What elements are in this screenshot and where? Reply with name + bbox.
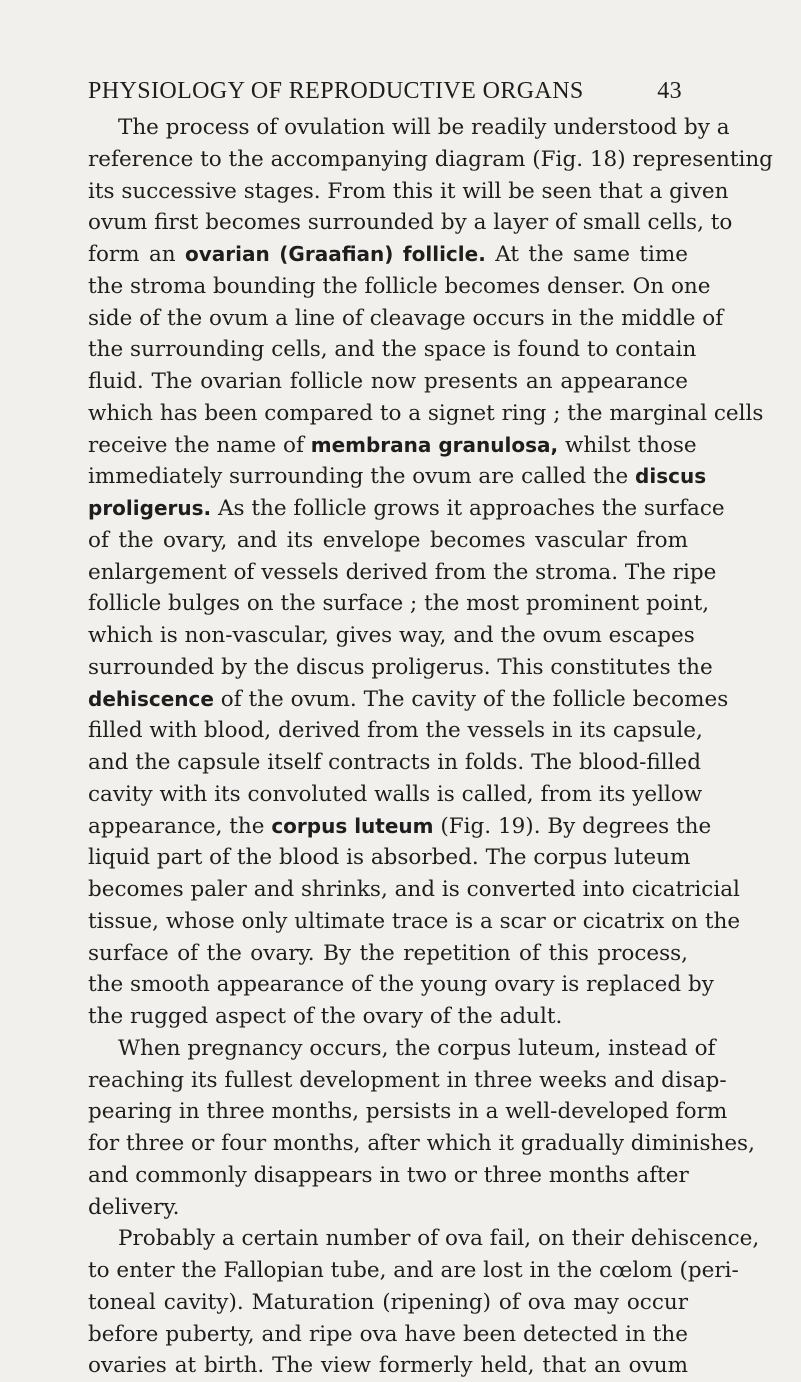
text-line — [88, 461, 707, 493]
text-line — [88, 652, 713, 684]
text-line — [88, 398, 764, 430]
text-line — [88, 525, 688, 557]
text-segment: for three or four months, after which it gradually diminishes, — [88, 1131, 755, 1156]
text-line — [88, 176, 729, 208]
text-line — [88, 969, 714, 1001]
running-head-title: PHYSIOLOGY OF REPRODUCTIVE ORGANS — [88, 78, 584, 104]
text-segment: its successive stages. From this it will be seen that a given — [88, 178, 729, 204]
text-line — [88, 779, 703, 811]
text-segment: surface of the ovary. By the repetition of this process, — [88, 940, 688, 966]
text-line — [88, 1160, 688, 1192]
text-line — [88, 239, 688, 271]
text-segment: and commonly disappears in two or three months after — [88, 1162, 689, 1188]
bold-term: corpus luteum — [271, 813, 434, 838]
text-segment: of the ovary, and its envelope becomes vascular from — [88, 527, 688, 553]
text-segment: which has been compared to a signet ring ; the marginal cells — [88, 400, 764, 426]
text-line — [88, 938, 688, 970]
bold-term: proligerus. — [88, 496, 212, 520]
text-line — [88, 1001, 688, 1033]
text-segment: appearance, the — [88, 813, 272, 839]
bold-term: dehiscence — [88, 686, 214, 711]
text-segment: before puberty, and ripe ova have been detected in the — [88, 1321, 688, 1347]
text-line — [88, 620, 695, 652]
text-line — [88, 906, 741, 938]
text-segment: delivery. — [88, 1194, 180, 1220]
text-segment: When pregnancy occurs, the corpus luteum, instead of — [118, 1035, 716, 1061]
text-line — [88, 1033, 716, 1065]
text-line — [88, 303, 724, 335]
text-segment: receive the name of — [88, 432, 311, 458]
text-segment: reference to the accompanying diagram (Fig. 18) representing — [88, 146, 773, 172]
text-line — [88, 366, 688, 398]
text-line — [88, 112, 730, 144]
text-segment: form an — [88, 242, 186, 267]
text-segment: ovaries at birth. The view formerly held, that an ovum — [88, 1353, 688, 1379]
text-segment: At the same time — [485, 242, 688, 267]
text-segment: filled with blood, derived from the vessels in its capsule, — [88, 718, 703, 744]
text-segment: becomes paler and shrinks, and is converted into cicatricial — [88, 877, 740, 902]
text-segment: whilst those — [558, 432, 697, 458]
text-segment: of the ovum. The cavity of the follicle becomes — [213, 686, 729, 712]
text-segment: (Fig. 19). By degrees the — [433, 813, 712, 839]
text-line — [88, 747, 701, 779]
bold-term: membrana granulosa, — [310, 432, 559, 457]
text-line — [88, 334, 697, 366]
text-segment: the smooth appearance of the young ovary is replaced by — [88, 972, 714, 998]
text-segment: liquid part of the blood is absorbed. The corpus luteum — [88, 845, 691, 871]
text-line — [88, 588, 710, 620]
text-line — [88, 271, 711, 303]
text-line — [88, 493, 725, 525]
text-line — [88, 430, 697, 462]
text-line — [88, 557, 717, 589]
text-line — [88, 1065, 727, 1097]
text-segment: side of the ovum a line of cleavage occurs in the middle of — [88, 305, 724, 331]
text-segment: Probably a certain number of ova fail, on their dehiscence, — [118, 1226, 760, 1252]
text-segment: to enter the Fallopian tube, and are lost in the cœlom (peri- — [88, 1258, 739, 1283]
text-segment: the rugged aspect of the ovary of the adult. — [88, 1004, 563, 1029]
text-segment: enlargement of vessels derived from the stroma. The ripe — [88, 559, 717, 585]
text-line — [88, 1223, 760, 1255]
text-line — [88, 842, 691, 874]
text-line — [88, 874, 740, 906]
text-line — [88, 207, 733, 239]
text-segment: immediately surrounding the ovum are called the — [88, 464, 636, 490]
text-segment: The process of ovulation will be readily understood by a — [118, 115, 730, 140]
text-segment: toneal cavity). Maturation (ripening) of ova may occur — [88, 1289, 688, 1315]
text-segment: fluid. The ovarian follicle now presents an appearance — [88, 369, 688, 394]
text-line — [88, 1287, 688, 1319]
text-line — [88, 1192, 688, 1224]
page-number: 43 — [657, 78, 682, 104]
text-line — [88, 1319, 688, 1351]
text-segment: ovum first becomes surrounded by a layer of small cells, to — [88, 210, 733, 236]
body-text — [88, 112, 773, 1382]
text-line — [88, 1096, 728, 1128]
running-head — [88, 68, 682, 108]
text-line — [88, 684, 729, 716]
text-segment: surrounded by the discus proligerus. This constitutes the — [88, 654, 713, 680]
text-segment: and the capsule itself contracts in folds. The blood-filled — [88, 750, 701, 775]
text-segment: pearing in three months, persists in a well-developed form — [88, 1099, 728, 1125]
text-line — [88, 1350, 688, 1382]
text-segment: the surrounding cells, and the space is found to contain — [88, 337, 697, 363]
text-segment: As the follicle grows it approaches the surface — [211, 496, 725, 521]
text-segment: cavity with its convoluted walls is called, from its yellow — [88, 781, 703, 807]
text-segment: which is non-vascular, gives way, and the ovum escapes — [88, 623, 695, 648]
text-line — [88, 715, 703, 747]
text-line — [88, 1128, 755, 1160]
text-segment: tissue, whose only ultimate trace is a scar or cicatrix on the — [88, 908, 741, 934]
text-segment: reaching its fullest development in three weeks and disap- — [88, 1067, 727, 1093]
text-line — [88, 811, 712, 843]
bold-term: discus — [635, 464, 707, 489]
text-segment: the stroma bounding the follicle becomes denser. On one — [88, 273, 711, 299]
text-line — [88, 144, 773, 176]
text-line — [88, 1255, 739, 1287]
bold-term: ovarian (Graafian) follicle. — [185, 242, 486, 266]
text-segment: follicle bulges on the surface ; the most prominent point, — [88, 591, 710, 617]
